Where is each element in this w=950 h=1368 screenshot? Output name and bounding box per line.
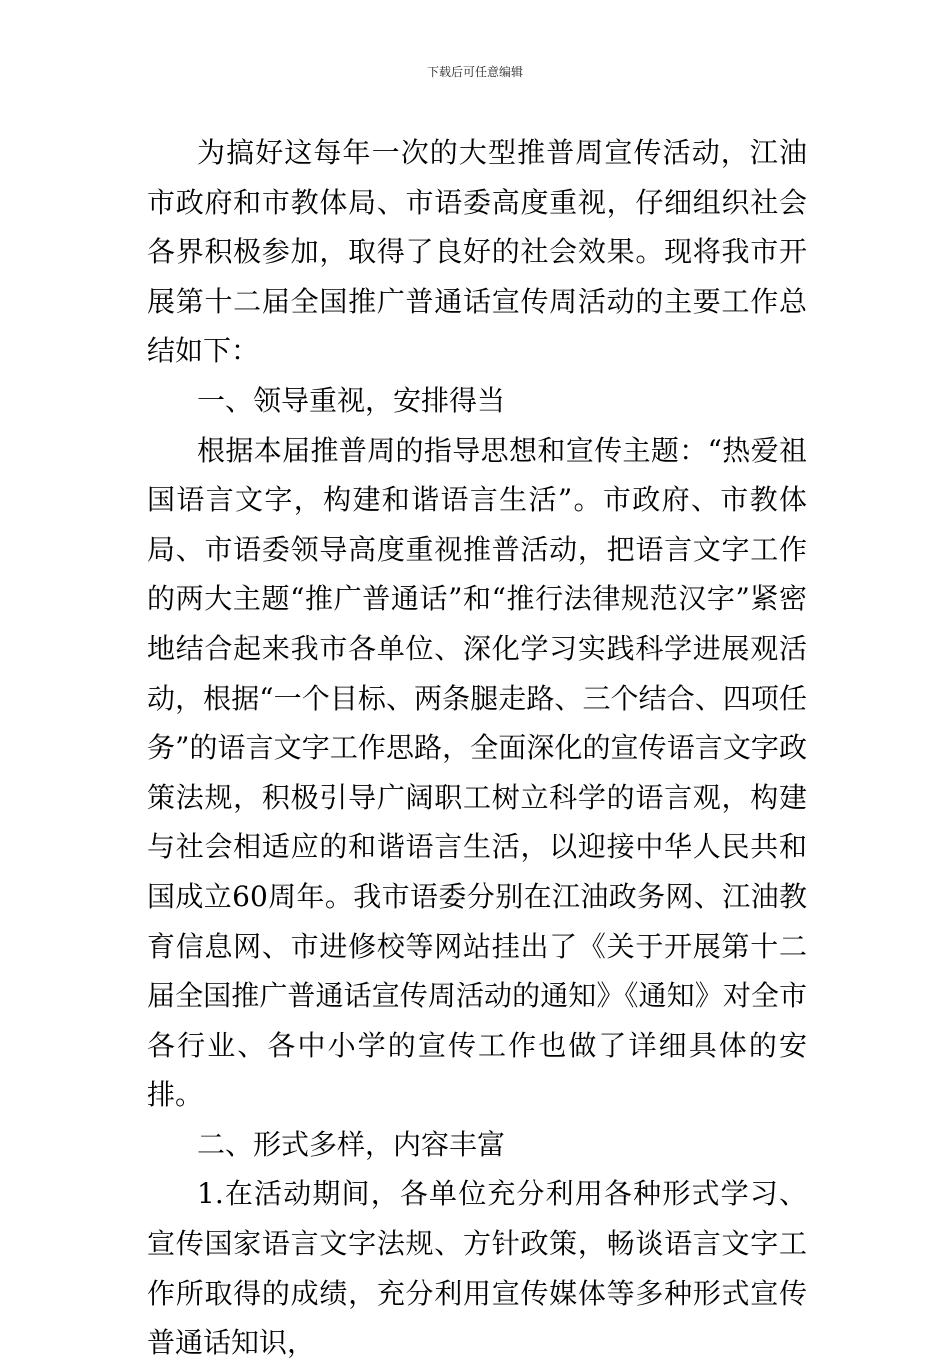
document-body (147, 128, 807, 1368)
section-1-paragraph: 根据本届推普周的指导思想和宣传主题：“热爱祖国语言文字，构建和谐语言生活”。市政府、市教体局、市语委领导高度重视推普活动，把语言文字工作的两大主题“推广普通话”和“推行法律规范汉字”紧密地结合起来我市各单位、深化学习实践科学进展观活动，根据“一个目标、两条腿走路、三个结合、四项任务”的语言文字工作思路，全面深化的宣传语言文字政策法规，积极引导广阔职工树立科学的语言观，构建与社会相适应的和谐语言生活，以迎接中华人民共和国成立60周年。我市语委分别在江油政务网、江油教育信息网、市进修校等网站挂出了《关于开展第十二届全国推广普通话宣传周活动的通知》《通知》对全市各行业、各中小学的宣传工作也做了详细具体的安排。 (147, 433, 807, 1112)
section-heading-2: 二、形式多样，内容丰富 (197, 1127, 506, 1161)
page-header-note: 下载后可任意编辑 (426, 65, 523, 79)
section-heading-1: 一、领导重视，安排得当 (197, 383, 506, 417)
intro-paragraph: 为搞好这每年一次的大型推普周宣传活动，江油市政府和市教体局、市语委高度重视，仔细组织社会各界积极参加，取得了良好的社会效果。现将我市开展第十二届全国推广普通话宣传周活动的主要工作总结如下： (147, 136, 807, 368)
section-2-paragraph-1: 1.在活动期间，各单位充分利用各种形式学习、宣传国家语言文字法规、方针政策，畅谈语言文字工作所取得的成绩，充分利用宣传媒体等多种形式宣传普通话知识， (147, 1177, 807, 1360)
